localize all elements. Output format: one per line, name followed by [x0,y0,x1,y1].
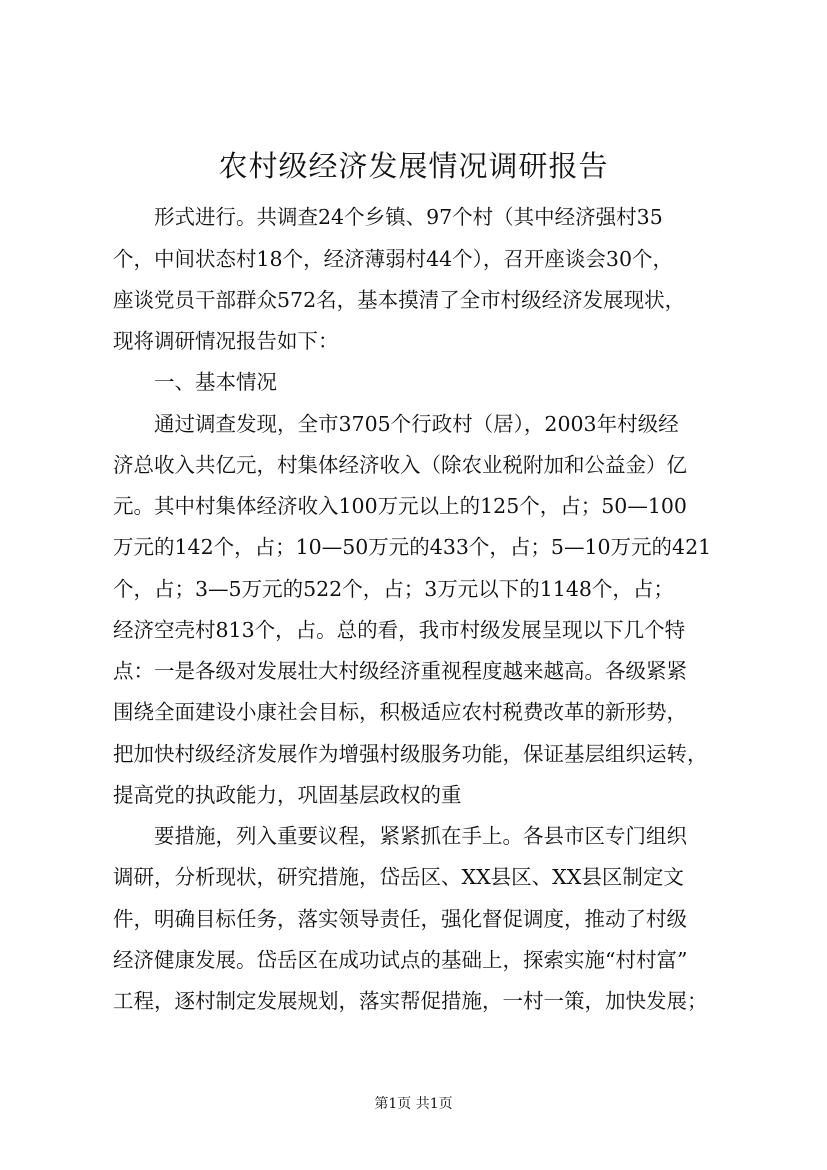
body-line: 把加快村级经济发展作为增强村级服务功能，保证基层组织运转， [113,742,708,766]
body-line: 个，占；3—5万元的522个，占；3万元以下的1148个，占； [113,577,674,601]
body-line: 工程，逐村制定发展规划，落实帮促措施，一村一策，加快发展； [113,989,708,1013]
body-line: 件，明确目标任务，落实领导责任，强化督促调度，推动了村级 [113,907,687,931]
body-line: 点：一是各级对发展壮大村级经济重视程度越来越高。各级紧紧 [113,659,687,683]
body-line: 经济空壳村813个，占。总的看，我市村级发展呈现以下几个特 [113,618,686,642]
body-line: 座谈党员干部群众572名，基本摸清了全市村级经济发展现状， [113,288,686,312]
body-line: 济总收入共亿元，村集体经济收入（除农业税附加和公益金）亿 [113,453,687,477]
page-footer: 第1页 共1页 [374,1096,453,1112]
document-title: 农村级经济发展情况调研报告 [218,149,609,183]
body-line: 形式进行。共调查24个乡镇、97个村（其中经济强村35 [154,205,663,229]
body-line: 经济健康发展。岱岳区在成功试点的基础上，探索实施“村村富” [113,948,688,972]
body-line: 元。其中村集体经济收入100万元以上的125个，占；50—100 [113,494,687,518]
body-line: 通过调查发现，全市3705个行政村（居），2003年村级经 [154,412,679,436]
body-line: 个，中间状态村18个，经济薄弱村44个），召开座谈会30个， [113,247,674,271]
body-line: 围绕全面建设小康社会目标，积极适应农村税费改革的新形势， [113,700,687,724]
body-line: 调研，分析现状，研究措施，岱岳区、XX县区、XX县区制定文 [113,865,684,889]
body-line: 提高党的执政能力，巩固基层政权的重 [113,783,462,807]
body-line: 要措施，列入重要议程，紧紧抓在手上。各县市区专门组织 [154,824,687,848]
body-line: 万元的142个，占；10—50万元的433个，占；5—10万元的421 [113,535,712,559]
section-heading: 一、基本情况 [154,370,277,394]
body-line: 现将调研情况报告如下： [113,329,339,353]
